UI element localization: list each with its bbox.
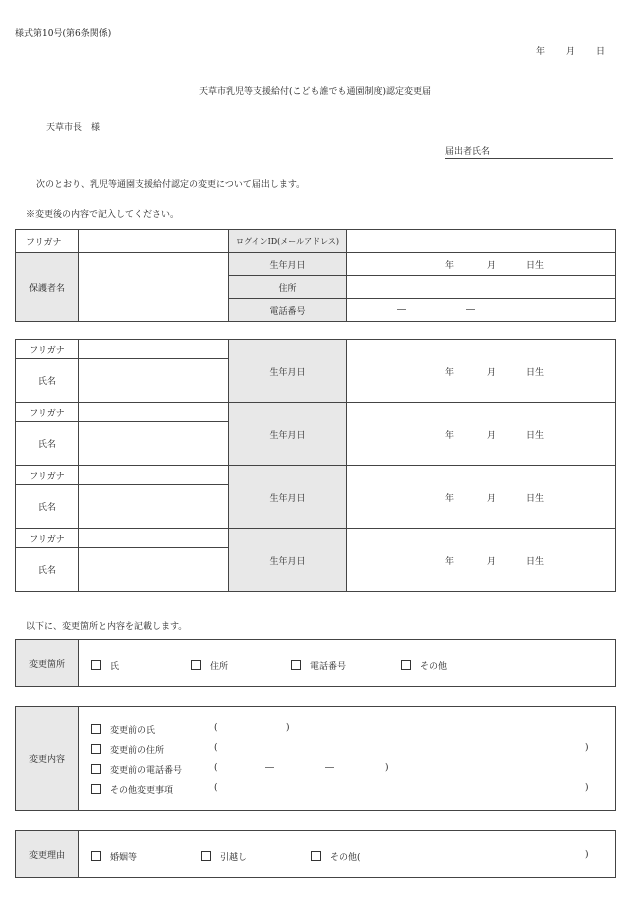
paren-open: ( [214,783,218,793]
child-birth-input[interactable] [347,529,616,592]
child-name-input[interactable] [79,359,229,403]
paren-close: ) [585,850,589,860]
child-day-unit: 日生 [526,493,545,504]
guardian-name-input[interactable] [79,253,229,322]
child-name-input[interactable] [79,548,229,592]
child-day-unit: 日生 [526,556,545,567]
birth-day-unit: 日生 [526,260,545,271]
child-furigana-label: フリガナ [16,403,79,422]
child-birth-label: 生年月日 [229,466,347,529]
guardian-address-label: 住所 [229,276,347,299]
date-month-label: 月 [566,47,576,57]
form-number: 様式第10号(第6条関係) [15,29,112,39]
child-name-label: 氏名 [16,422,79,466]
intro-statement: 次のとおり、乳児等通園支援給付認定の変更について届出します。 [36,180,306,190]
login-id-input[interactable] [347,230,616,253]
child-name-label: 氏名 [16,548,79,592]
guardian-name-label: 保護者名 [16,253,79,322]
child-furigana-input[interactable] [79,466,229,485]
child-name-input[interactable] [79,485,229,529]
child-birth-label: 生年月日 [229,529,347,592]
paren-open: ( [214,763,218,773]
paren-open: ( [214,743,218,753]
checkbox-icon[interactable] [91,724,101,734]
child-birth-label: 生年月日 [229,340,347,403]
paren-close: ) [385,763,389,773]
child-name-label: 氏名 [16,485,79,529]
birth-year-unit: 年 [445,260,455,271]
change-location-option-name[interactable]: 氏 [91,659,119,672]
child-birth-input[interactable] [347,466,616,529]
child-name-input[interactable] [79,422,229,466]
guardian-phone-label: 電話番号 [229,299,347,322]
child-birth-input[interactable] [347,340,616,403]
child-month-unit: 月 [487,367,497,378]
change-location-options [79,640,616,687]
change-reason-label: 変更理由 [16,831,79,878]
checkbox-icon[interactable] [291,660,301,670]
checkbox-icon[interactable] [401,660,411,670]
applicant-name-label: 届出者氏名 [445,147,491,157]
child-furigana-label: フリガナ [16,529,79,548]
paren-close: ) [585,783,589,793]
checkbox-icon[interactable] [91,764,101,774]
child-furigana-input[interactable] [79,529,229,548]
checkbox-icon[interactable] [91,660,101,670]
phone-dash-1: ― [265,763,274,773]
change-reason-options [79,831,616,878]
change-location-table [15,639,616,687]
child-year-unit: 年 [445,493,455,504]
guardian-birth-input[interactable] [347,253,616,276]
child-row-4 [16,529,616,592]
child-day-unit: 日生 [526,430,545,441]
date-day-label: 日 [596,47,606,57]
change-content-table [15,706,616,811]
guardian-furigana-label: フリガナ [16,230,79,253]
child-row-1 [16,340,616,403]
document-title: 天草市乳児等支援給付(こども誰でも通園制度)認定変更届 [198,87,432,97]
intro-note: ※変更後の内容で記入してください。 [26,210,180,220]
login-id-label: ログインID(メールアドレス) [229,230,347,253]
child-furigana-input[interactable] [79,340,229,359]
child-furigana-label: フリガナ [16,340,79,359]
change-content-prev-phone[interactable]: 変更前の電話番号 [91,763,182,776]
phone-dash-1: ― [397,305,406,315]
checkbox-icon[interactable] [91,744,101,754]
change-content-other[interactable]: その他変更事項 [91,783,173,796]
change-reason-option-other[interactable]: その他( [311,850,361,863]
change-location-option-address[interactable]: 住所 [191,659,228,672]
checkbox-icon[interactable] [91,851,101,861]
birth-month-unit: 月 [487,260,497,271]
paren-close: ) [286,723,290,733]
child-year-unit: 年 [445,367,455,378]
change-location-option-other[interactable]: その他 [401,659,447,672]
checkbox-icon[interactable] [191,660,201,670]
applicant-name-field[interactable] [445,144,613,159]
child-birth-input[interactable] [347,403,616,466]
change-reason-option-marriage[interactable]: 婚姻等 [91,850,137,863]
child-row-3 [16,466,616,529]
change-content-prev-name[interactable]: 変更前の氏 [91,723,155,736]
change-reason-option-moving[interactable]: 引越し [201,850,247,863]
children-table [15,339,616,592]
phone-dash-2: ― [325,763,334,773]
child-furigana-label: フリガナ [16,466,79,485]
guardian-address-input[interactable] [347,276,616,299]
child-row-2 [16,403,616,466]
date-year-label: 年 [536,47,546,57]
paren-close: ) [585,743,589,753]
change-intro: 以下に、変更箇所と内容を記載します。 [26,622,188,632]
change-location-option-phone[interactable]: 電話番号 [291,659,346,672]
phone-dash-2: ― [466,305,475,315]
guardian-table [15,229,616,322]
child-month-unit: 月 [487,430,497,441]
guardian-phone-input[interactable] [347,299,616,322]
checkbox-icon[interactable] [311,851,321,861]
guardian-furigana-input[interactable] [79,230,229,253]
change-content-prev-address[interactable]: 変更前の住所 [91,743,164,756]
paren-open: ( [214,723,218,733]
child-birth-label: 生年月日 [229,403,347,466]
change-content-items [79,707,616,811]
addressee: 天草市長 様 [46,123,101,133]
child-year-unit: 年 [445,556,455,567]
child-day-unit: 日生 [526,367,545,378]
child-month-unit: 月 [487,556,497,567]
child-month-unit: 月 [487,493,497,504]
child-year-unit: 年 [445,430,455,441]
change-content-label: 変更内容 [16,707,79,811]
checkbox-icon[interactable] [201,851,211,861]
child-name-label: 氏名 [16,359,79,403]
change-reason-table [15,830,616,878]
child-furigana-input[interactable] [79,403,229,422]
guardian-birth-label: 生年月日 [229,253,347,276]
checkbox-icon[interactable] [91,784,101,794]
change-location-label: 変更箇所 [16,640,79,687]
